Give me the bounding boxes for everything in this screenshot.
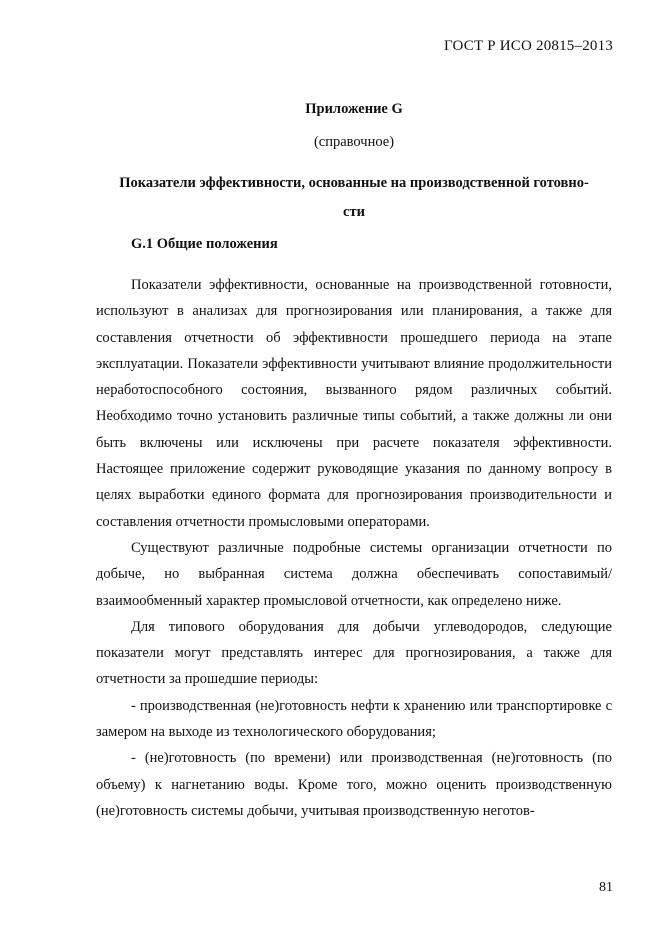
annex-heading-line-2: сти xyxy=(343,204,365,220)
paragraph-2: Существуют различные подробные системы организации отчетности по добыче, но выбранная система должна обеспечивать сопоставимый/взаимообменный характер промысловой отчетности, как определено ниже. xyxy=(96,539,612,609)
paragraph-1: Показатели эффективности, основанные на производственной готовности, используют в анализах для прогнозирования или планирования, а также для составления отчетности об эффективности прошедшего периода на этапе эксплуатации. Показатели эффективности учитывают влияние продолжительности неработоспособного состояния, вызванного рядом различных событий. Необходимо точно установить различные типы событий, а также должны ли они быть включены или исключены при расчете показателя эффективности. Настоящее приложение содержит руководящие указания по данному вопросу в целях выработки единого формата для прогнозирования производительности и составления отчетности промысловыми операторами. xyxy=(96,277,612,530)
body-text xyxy=(96,272,612,824)
annex-heading-line-1: Показатели эффективности, основанные на производственной готовно- xyxy=(119,175,589,191)
standard-code-header: ГОСТ Р ИСО 20815–2013 xyxy=(444,38,613,54)
annex-type: (справочное) xyxy=(313,134,395,150)
annex-heading xyxy=(96,169,612,227)
section-heading: G.1 Общие положения xyxy=(131,236,278,252)
annex-title: Приложение G xyxy=(305,101,403,117)
page-number: 81 xyxy=(599,880,613,895)
paragraph-3: Для типового оборудования для добычи углеводородов, следующие показатели могут представлять интерес для прогнозирования, а также для отчетности за прошедшие периоды: xyxy=(96,618,612,688)
list-item-2: - (не)готовность (по времени) или производственная (не)готовность (по объему) к нагнетанию воды. Кроме того, можно оценить производственную (не)готовность системы добычи, учитывая производственную неготов- xyxy=(96,750,612,819)
list-item-1: - производственная (не)готовность нефти к хранению или транспортировке с замером на выходе из технологического оборудования; xyxy=(96,697,612,741)
